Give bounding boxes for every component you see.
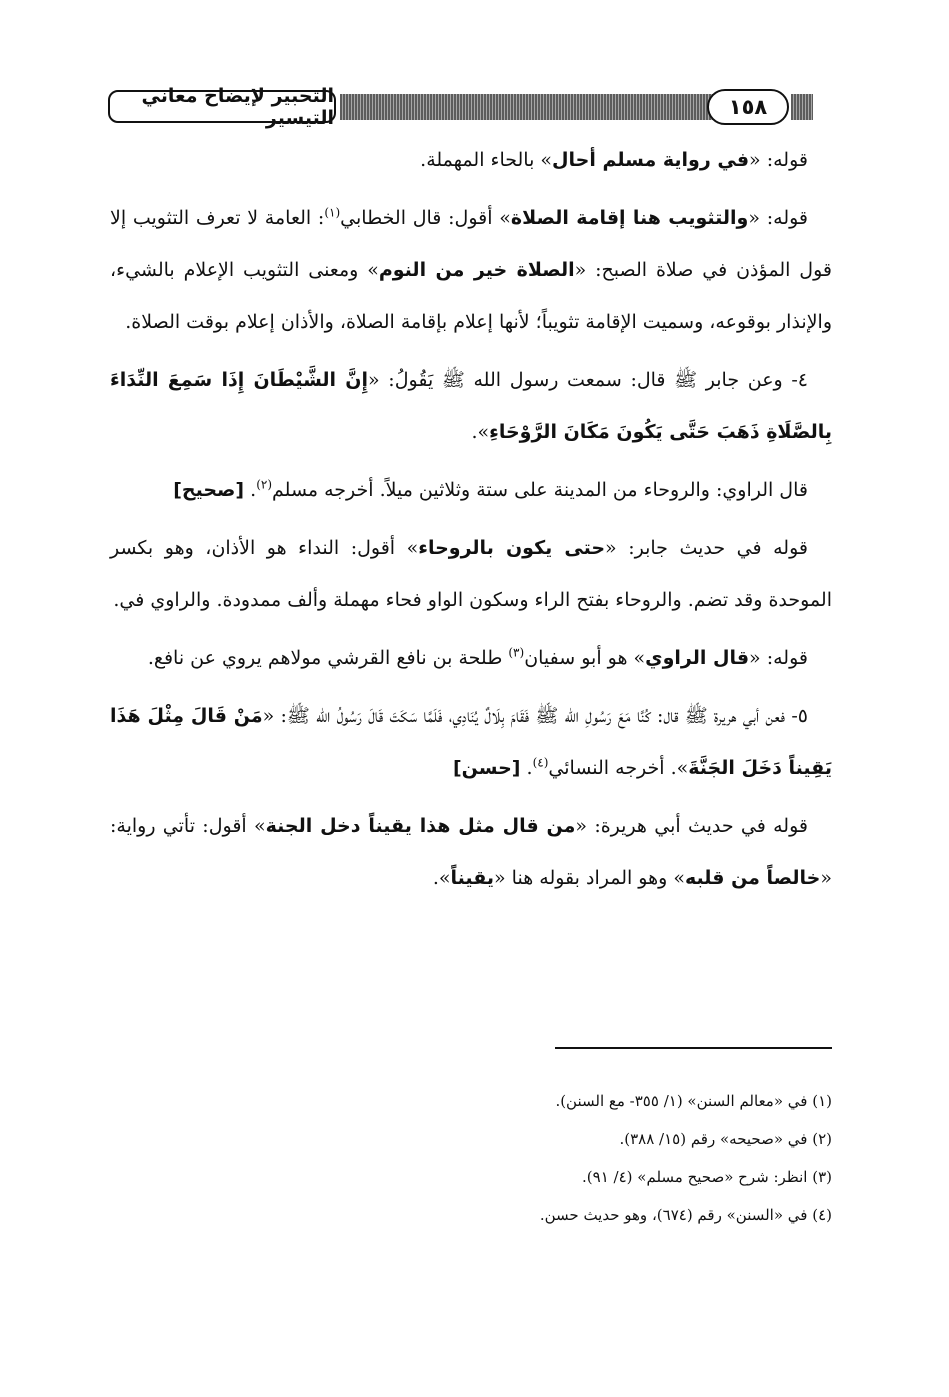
text-run: ﷺ — [441, 369, 465, 391]
quoted-term: يقيناً — [450, 867, 495, 889]
footnote-ref: (٤) — [532, 755, 549, 770]
text-run: قوله: « — [749, 647, 808, 669]
footnote-1: (١) في «معالم السنن» (١/ ٣٥٥- مع السنن). — [555, 1092, 832, 1110]
footnote-ref: (١) — [324, 205, 341, 220]
text-run: ». — [432, 867, 451, 889]
quoted-term: الصلاة خير من النوم — [378, 259, 575, 281]
page-number: ١٥٨ — [707, 89, 789, 125]
quoted-term: حتى يكون بالروحاء — [418, 537, 606, 559]
text-run: » أقول: تأتي رواية: « — [110, 815, 832, 889]
text-run: ﷺ — [535, 705, 559, 727]
quoted-term: خالصاً من قلبه — [684, 867, 821, 889]
text-run: : العامة لا تعرف التثويب إلا قول المؤذن في صلاة الصبح: « — [110, 207, 832, 281]
text-run: قوله في حديث أبي هريرة: « — [575, 815, 808, 837]
text-run: ». — [471, 421, 490, 443]
paragraph — [110, 192, 832, 348]
text-run: قوله: « — [749, 149, 808, 171]
text-run: ﷺ — [674, 369, 698, 391]
quoted-term: [صحيح] — [173, 479, 245, 501]
paragraph — [110, 134, 832, 186]
text-run: ». أخرجه النسائي — [548, 757, 689, 779]
text-run: ﷺ — [286, 705, 310, 727]
footnote-ref: (٢) — [256, 477, 273, 492]
text-run: قوله في حديث جابر: « — [605, 537, 808, 559]
footnotes — [110, 1082, 832, 1234]
quoted-term: قال الراوي — [645, 647, 750, 669]
paragraph — [110, 522, 832, 626]
text-run: قال: كُنَّا مَعَ رَسُولِ الله — [558, 705, 685, 727]
book-title: التحبير لإيضاح معاني التيسير — [108, 90, 336, 123]
footnote-separator — [555, 1047, 832, 1049]
text-run: طلحة بن نافع القرشي مولاهم يروي عن نافع. — [147, 647, 509, 669]
text-run: ٤- وعن جابر — [697, 369, 809, 391]
text-run: قال الراوي: والروحاء من المدينة على ستة وثلاثين ميلاً. أخرجه مسلم — [272, 479, 808, 501]
quoted-term: إِنَّ الشَّيْطَانَ إِذَا سَمِعَ النِّدَاءَ بِالصَّلَاةِ ذَهَبَ حَتَّى يَكُونَ مَكَانَ الرَّوْحَاءِ — [110, 369, 832, 443]
quoted-term: مَنْ قَالَ مِثْلَ هَذَا يَقِيناً دَخَلَ الجَنَّةَ — [110, 705, 832, 779]
footnote-3: (٣) انظر: شرح «صحيح مسلم» (٤/ ٩١). — [582, 1168, 832, 1186]
text-run: » هو أبو سفيان — [524, 647, 646, 669]
quoted-term: من قال مثل هذا يقيناً دخل الجنة — [265, 815, 576, 837]
paragraph — [110, 800, 832, 904]
quoted-term: والتثويب هنا إقامة الصلاة — [510, 207, 749, 229]
quoted-term: [حسن] — [453, 757, 521, 779]
footnote-2: (٢) في «صحيحه» رقم (١٥/ ٣٨٨). — [619, 1130, 832, 1148]
text-run: قوله: « — [748, 207, 809, 229]
text-run: » بالحاء المهملة. — [420, 149, 553, 171]
text-run: قال: سمعت رسول الله — [464, 369, 675, 391]
text-run: فَقَامَ بِلَالٌ يُنَادِي، فَلَمَّا سَكَتَ قَالَ رَسُولُ الله — [309, 705, 536, 727]
paragraph — [110, 632, 832, 684]
quoted-term: في رواية مسلم أحال — [552, 149, 750, 171]
header-decorative-bar — [340, 94, 713, 120]
main-text — [110, 134, 832, 910]
footnote-ref: (٣) — [508, 645, 525, 660]
header-decorative-bar-end — [791, 94, 813, 120]
paragraph — [110, 690, 832, 794]
page-header — [108, 84, 813, 129]
text-run: . — [244, 479, 257, 501]
paragraph — [110, 354, 832, 458]
text-run: » وهو المراد بقوله هنا « — [494, 867, 685, 889]
footnote-4: (٤) في «السنن» رقم (٦٧٤)، وهو حديث حسن. — [539, 1206, 832, 1224]
text-run: : « — [262, 705, 287, 727]
text-run: يَقُولُ: « — [368, 369, 442, 391]
text-run: ﷺ — [684, 705, 708, 727]
text-run: » ومعنى التثويب الإعلام بالشيء، والإنذار بوقوعه، وسميت الإقامة تثويباً؛ لأنها إعلام بإقامة الصلاة، والأذان إعلام بوقت الصلاة. — [110, 259, 832, 333]
text-run: . — [520, 757, 533, 779]
paragraph — [110, 464, 832, 516]
text-run: ٥- فعن أبي هريرة — [707, 705, 808, 727]
text-run: » أقول: قال الخطابي — [340, 207, 511, 229]
text-run: » أقول: النداء هو الأذان، وهو بكسر الموحدة وقد تضم. والروحاء بفتح الراء وسكون الواو فحاء مهملة وألف ممدودة. والراوي في. — [110, 537, 832, 611]
